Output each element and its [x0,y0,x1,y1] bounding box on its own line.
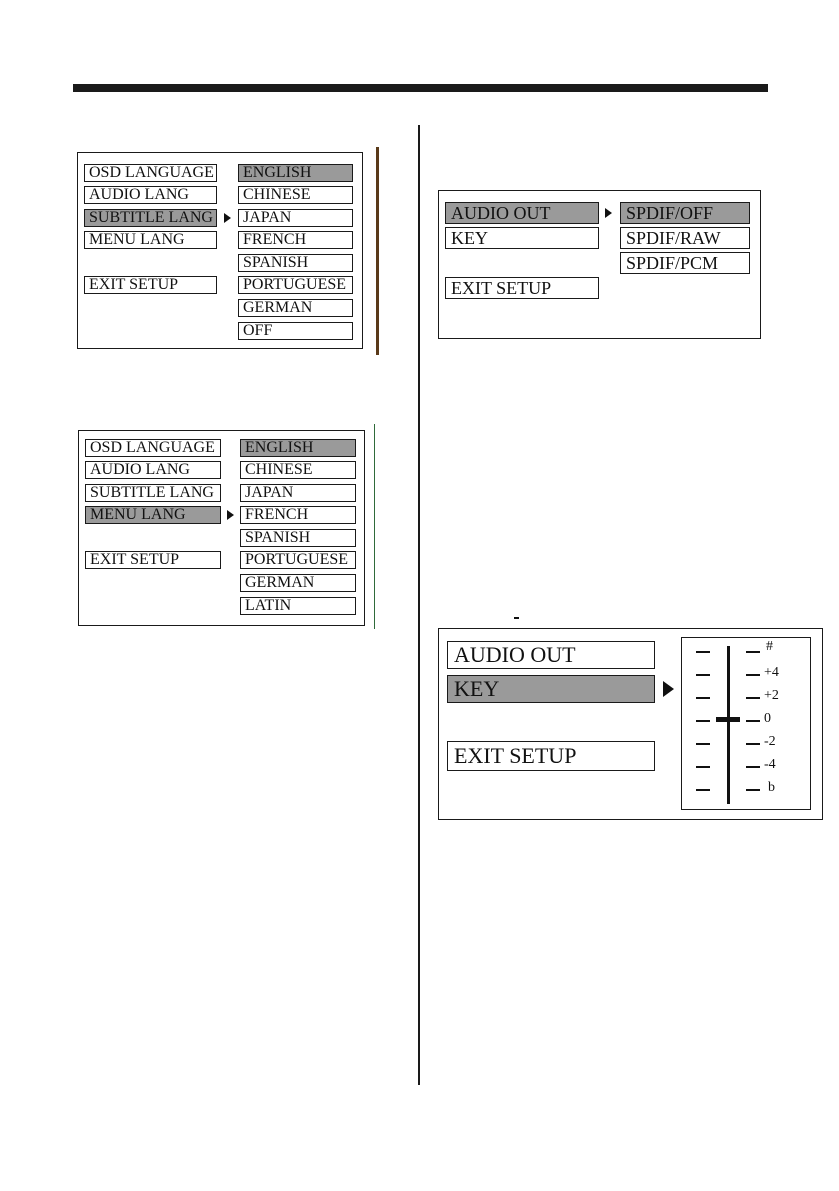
menu-item-menu-lang[interactable]: MENU LANG [85,506,221,524]
menu-item-exit-setup[interactable]: EXIT SETUP [447,741,655,771]
menu-item-audio-out[interactable]: AUDIO OUT [445,202,599,224]
option-german[interactable]: GERMAN [238,299,353,317]
key-label-minus4: -4 [764,757,776,772]
menu-item-key[interactable]: KEY [445,227,599,249]
menu-item-osd-language[interactable]: OSD LANGUAGE [85,439,221,457]
menu-item-menu-lang[interactable]: MENU LANG [84,231,217,249]
menu-item-osd-language[interactable]: OSD LANGUAGE [84,164,217,182]
option-japan[interactable]: JAPAN [240,484,356,502]
option-latin[interactable]: LATIN [240,597,356,615]
option-japan[interactable]: JAPAN [238,209,353,227]
header-rule [73,84,768,92]
right-tick [746,743,760,745]
panel1-edge [376,147,379,355]
right-tick [746,789,760,791]
option-chinese[interactable]: CHINESE [240,461,356,479]
left-tick [696,674,710,676]
option-german[interactable]: GERMAN [240,574,356,592]
option-french[interactable]: FRENCH [240,506,356,524]
key-label-plus4: +4 [764,665,779,680]
submenu-arrow-icon [605,208,612,218]
option-english[interactable]: ENGLISH [240,439,356,457]
option-spdif-pcm[interactable]: SPDIF/PCM [620,252,750,274]
key-label-sharp: # [766,639,773,654]
left-tick [696,743,710,745]
option-english[interactable]: ENGLISH [238,164,353,182]
subtitle-lang-menu [77,152,363,349]
option-portuguese[interactable]: PORTUGUESE [238,276,353,294]
panel2-edge [374,424,375,629]
column-divider [418,125,420,1085]
key-label-zero: 0 [764,711,771,726]
key-label-minus2: -2 [764,734,776,749]
key-label-plus2: +2 [764,688,779,703]
right-tick [746,697,760,699]
key-scale [681,637,811,810]
key-menu [438,628,823,820]
option-portuguese[interactable]: PORTUGUESE [240,551,356,569]
right-tick [746,651,760,653]
option-french[interactable]: FRENCH [238,231,353,249]
left-tick [696,697,710,699]
menu-item-subtitle-lang[interactable]: SUBTITLE LANG [85,484,221,502]
menu-item-key[interactable]: KEY [447,675,655,703]
menu-lang-menu [78,430,365,626]
left-tick [696,789,710,791]
menu-item-audio-out[interactable]: AUDIO OUT [447,641,655,669]
audio-out-menu [438,190,761,339]
menu-item-exit-setup[interactable]: EXIT SETUP [445,277,599,299]
key-scale-track [727,646,730,804]
option-spdif-raw[interactable]: SPDIF/RAW [620,227,750,249]
menu-item-exit-setup[interactable]: EXIT SETUP [85,551,221,569]
right-tick [746,766,760,768]
cropped-caption [441,341,741,353]
left-tick [696,651,710,653]
option-off[interactable]: OFF [238,322,353,340]
small-mark [514,617,519,619]
menu-item-exit-setup[interactable]: EXIT SETUP [84,276,217,294]
menu-item-audio-lang[interactable]: AUDIO LANG [85,461,221,479]
option-spdif-off[interactable]: SPDIF/OFF [620,202,750,224]
key-slider-thumb[interactable] [716,717,740,722]
option-chinese[interactable]: CHINESE [238,186,353,204]
left-tick [696,766,710,768]
submenu-arrow-icon [663,681,674,697]
right-tick [746,674,760,676]
left-tick [696,720,710,722]
menu-item-audio-lang[interactable]: AUDIO LANG [84,186,217,204]
submenu-arrow-icon [227,510,234,520]
menu-item-subtitle-lang[interactable]: SUBTITLE LANG [84,209,217,227]
option-spanish[interactable]: SPANISH [240,529,356,547]
right-tick [746,720,760,722]
submenu-arrow-icon [224,213,231,223]
option-spanish[interactable]: SPANISH [238,254,353,272]
key-label-flat: b [768,780,775,795]
